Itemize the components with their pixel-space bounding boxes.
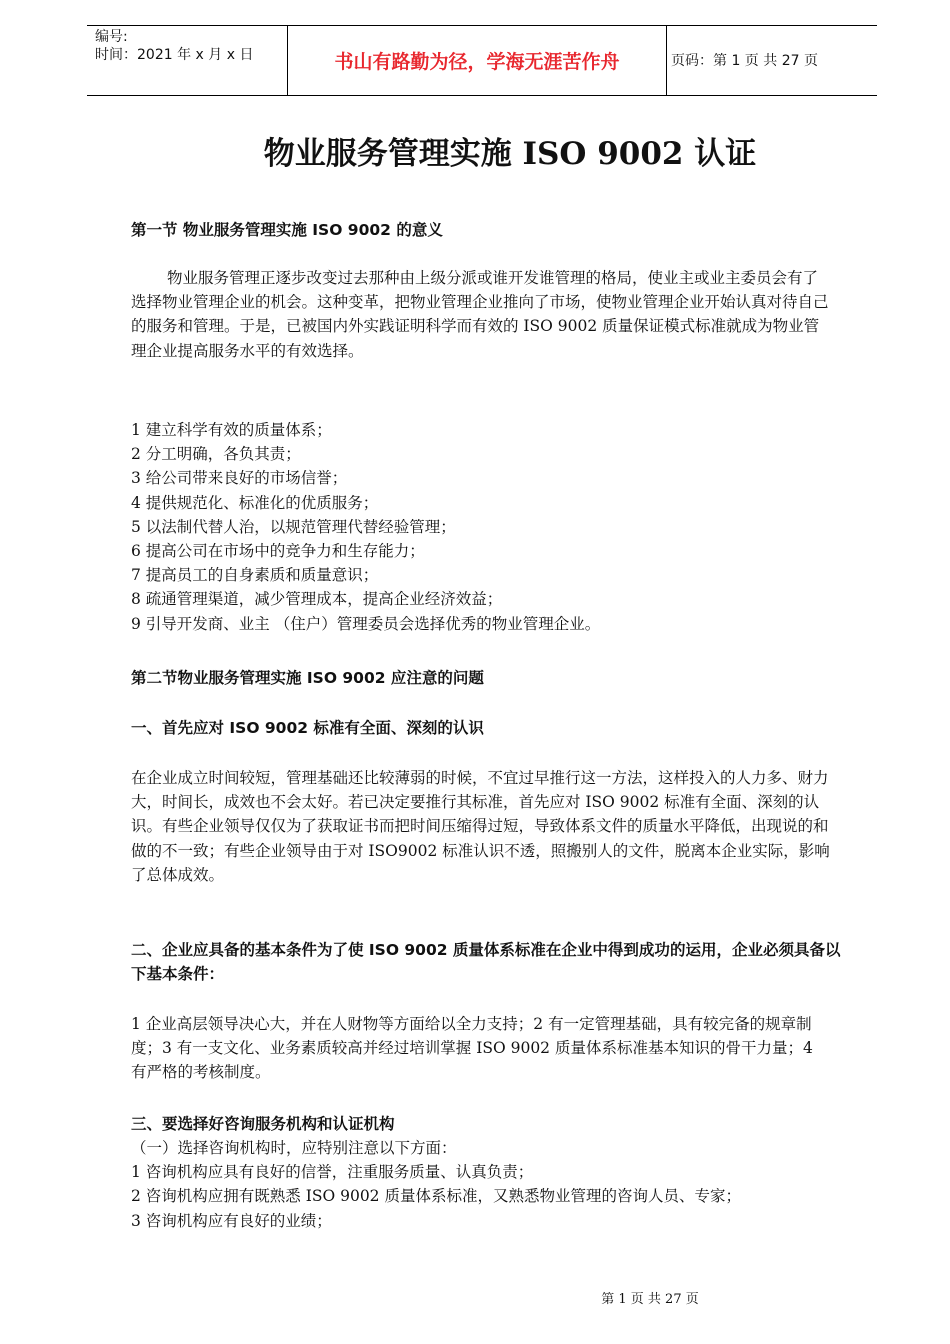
header-left [95, 28, 253, 64]
section1-heading: 第一节 物业服务管理实施 ISO 9002 的意义 [131, 221, 443, 239]
document-title: 物业服务管理实施 ISO 9002 认证 [263, 136, 757, 172]
section2-sub3-list [131, 1136, 831, 1233]
list-item: 1 咨询机构应具有良好的信誉，注重服务质量、认真负责； [131, 1163, 534, 1182]
list-item: 5 以法制代替人治，以规范管理代替经验管理； [131, 517, 456, 536]
section2-sub1-paragraph: 在企业成立时间较短，管理基础还比较薄弱的时候，不宜过早推行这一方法，这样投入的人力多、财力大，时间长，成效也不会太好。若已决定要推行其标准，首先应对 ISO 9002 标准有全面、深刻的认识。有些企业领导仅仅为了获取证书而把时间压缩得过短，导致体系文件的质量水平降低，出现说的和做的不一致；有些企业领导由于对 ISO9002 标准认识不透，照搬别人的文件，脱离本企业实际，影响了总体成效。 [131, 769, 830, 884]
section2-sub3-heading: 三、要选择好咨询服务机构和认证机构 [131, 1115, 395, 1133]
list-item: 6 提高公司在市场中的竞争力和生存能力； [131, 542, 425, 561]
section2-sub1-heading: 一、首先应对 ISO 9002 标准有全面、深刻的认识 [131, 719, 484, 737]
page-footer: 第 1 页 共 27 页 [601, 1292, 699, 1307]
header-motto: 书山有路勤为径，学海无涯苦作舟 [287, 26, 667, 95]
list-item: 7 提高员工的自身素质和质量意识； [131, 566, 379, 585]
section2-heading: 第二节物业服务管理实施 ISO 9002 应注意的问题 [131, 669, 484, 687]
section1-paragraph: 物业服务管理正逐步改变过去那种由上级分派或谁开发谁管理的格局，使业主或业主委员会有了选择物业管理企业的机会。这种变革，把物业管理企业推向了市场，使物业管理企业开始认真对待自己的服务和管理。于是，已被国内外实践证明科学而有效的 ISO 9002 质量保证模式标准就成为物业管理企业提高服务水平的有效选择。 [131, 269, 829, 360]
list-item: 3 咨询机构应有良好的业绩； [131, 1211, 332, 1230]
section2-sub2-paragraph: 1 企业高层领导决心大，并在人财物等方面给以全力支持；2 有一定管理基础，具有较完备的规章制度；3 有一支文化、业务素质较高并经过培训掌握 ISO 9002 质量体系标准基本知识的骨干力量；4 有严格的考核制度。 [131, 1015, 813, 1082]
section2-sub2-heading: 二、企业应具备的基本条件为了使 ISO 9002 质量体系标准在企业中得到成功的运用，企业必须具备以下基本条件： [131, 941, 841, 983]
list-item: （一）选择咨询机构时，应特别注意以下方面： [131, 1139, 457, 1157]
list-item: 9 引导开发商、业主 （住户）管理委员会选择优秀的物业管理企业。 [131, 614, 601, 633]
page-header [87, 25, 877, 96]
list-item: 1 建立科学有效的质量体系； [131, 421, 332, 439]
list-item: 3 给公司带来良好的市场信誉； [131, 469, 348, 488]
list-item: 2 分工明确，各负其责； [131, 445, 301, 464]
list-item: 2 咨询机构应拥有既熟悉 ISO 9002 质量体系标准，又熟悉物业管理的咨询人员、专家； [131, 1187, 741, 1206]
list-item: 4 提供规范化、标准化的优质服务； [131, 493, 379, 512]
section1-list [131, 418, 600, 636]
document-time: 时间：2021 年 x 月 x 日 [95, 47, 254, 63]
header-page-info: 页码：第 1 页 共 27 页 [671, 53, 818, 69]
list-item: 8 疏通管理渠道，减少管理成本，提高企业经济效益； [131, 590, 503, 609]
document-number-label: 编号: [95, 29, 128, 45]
